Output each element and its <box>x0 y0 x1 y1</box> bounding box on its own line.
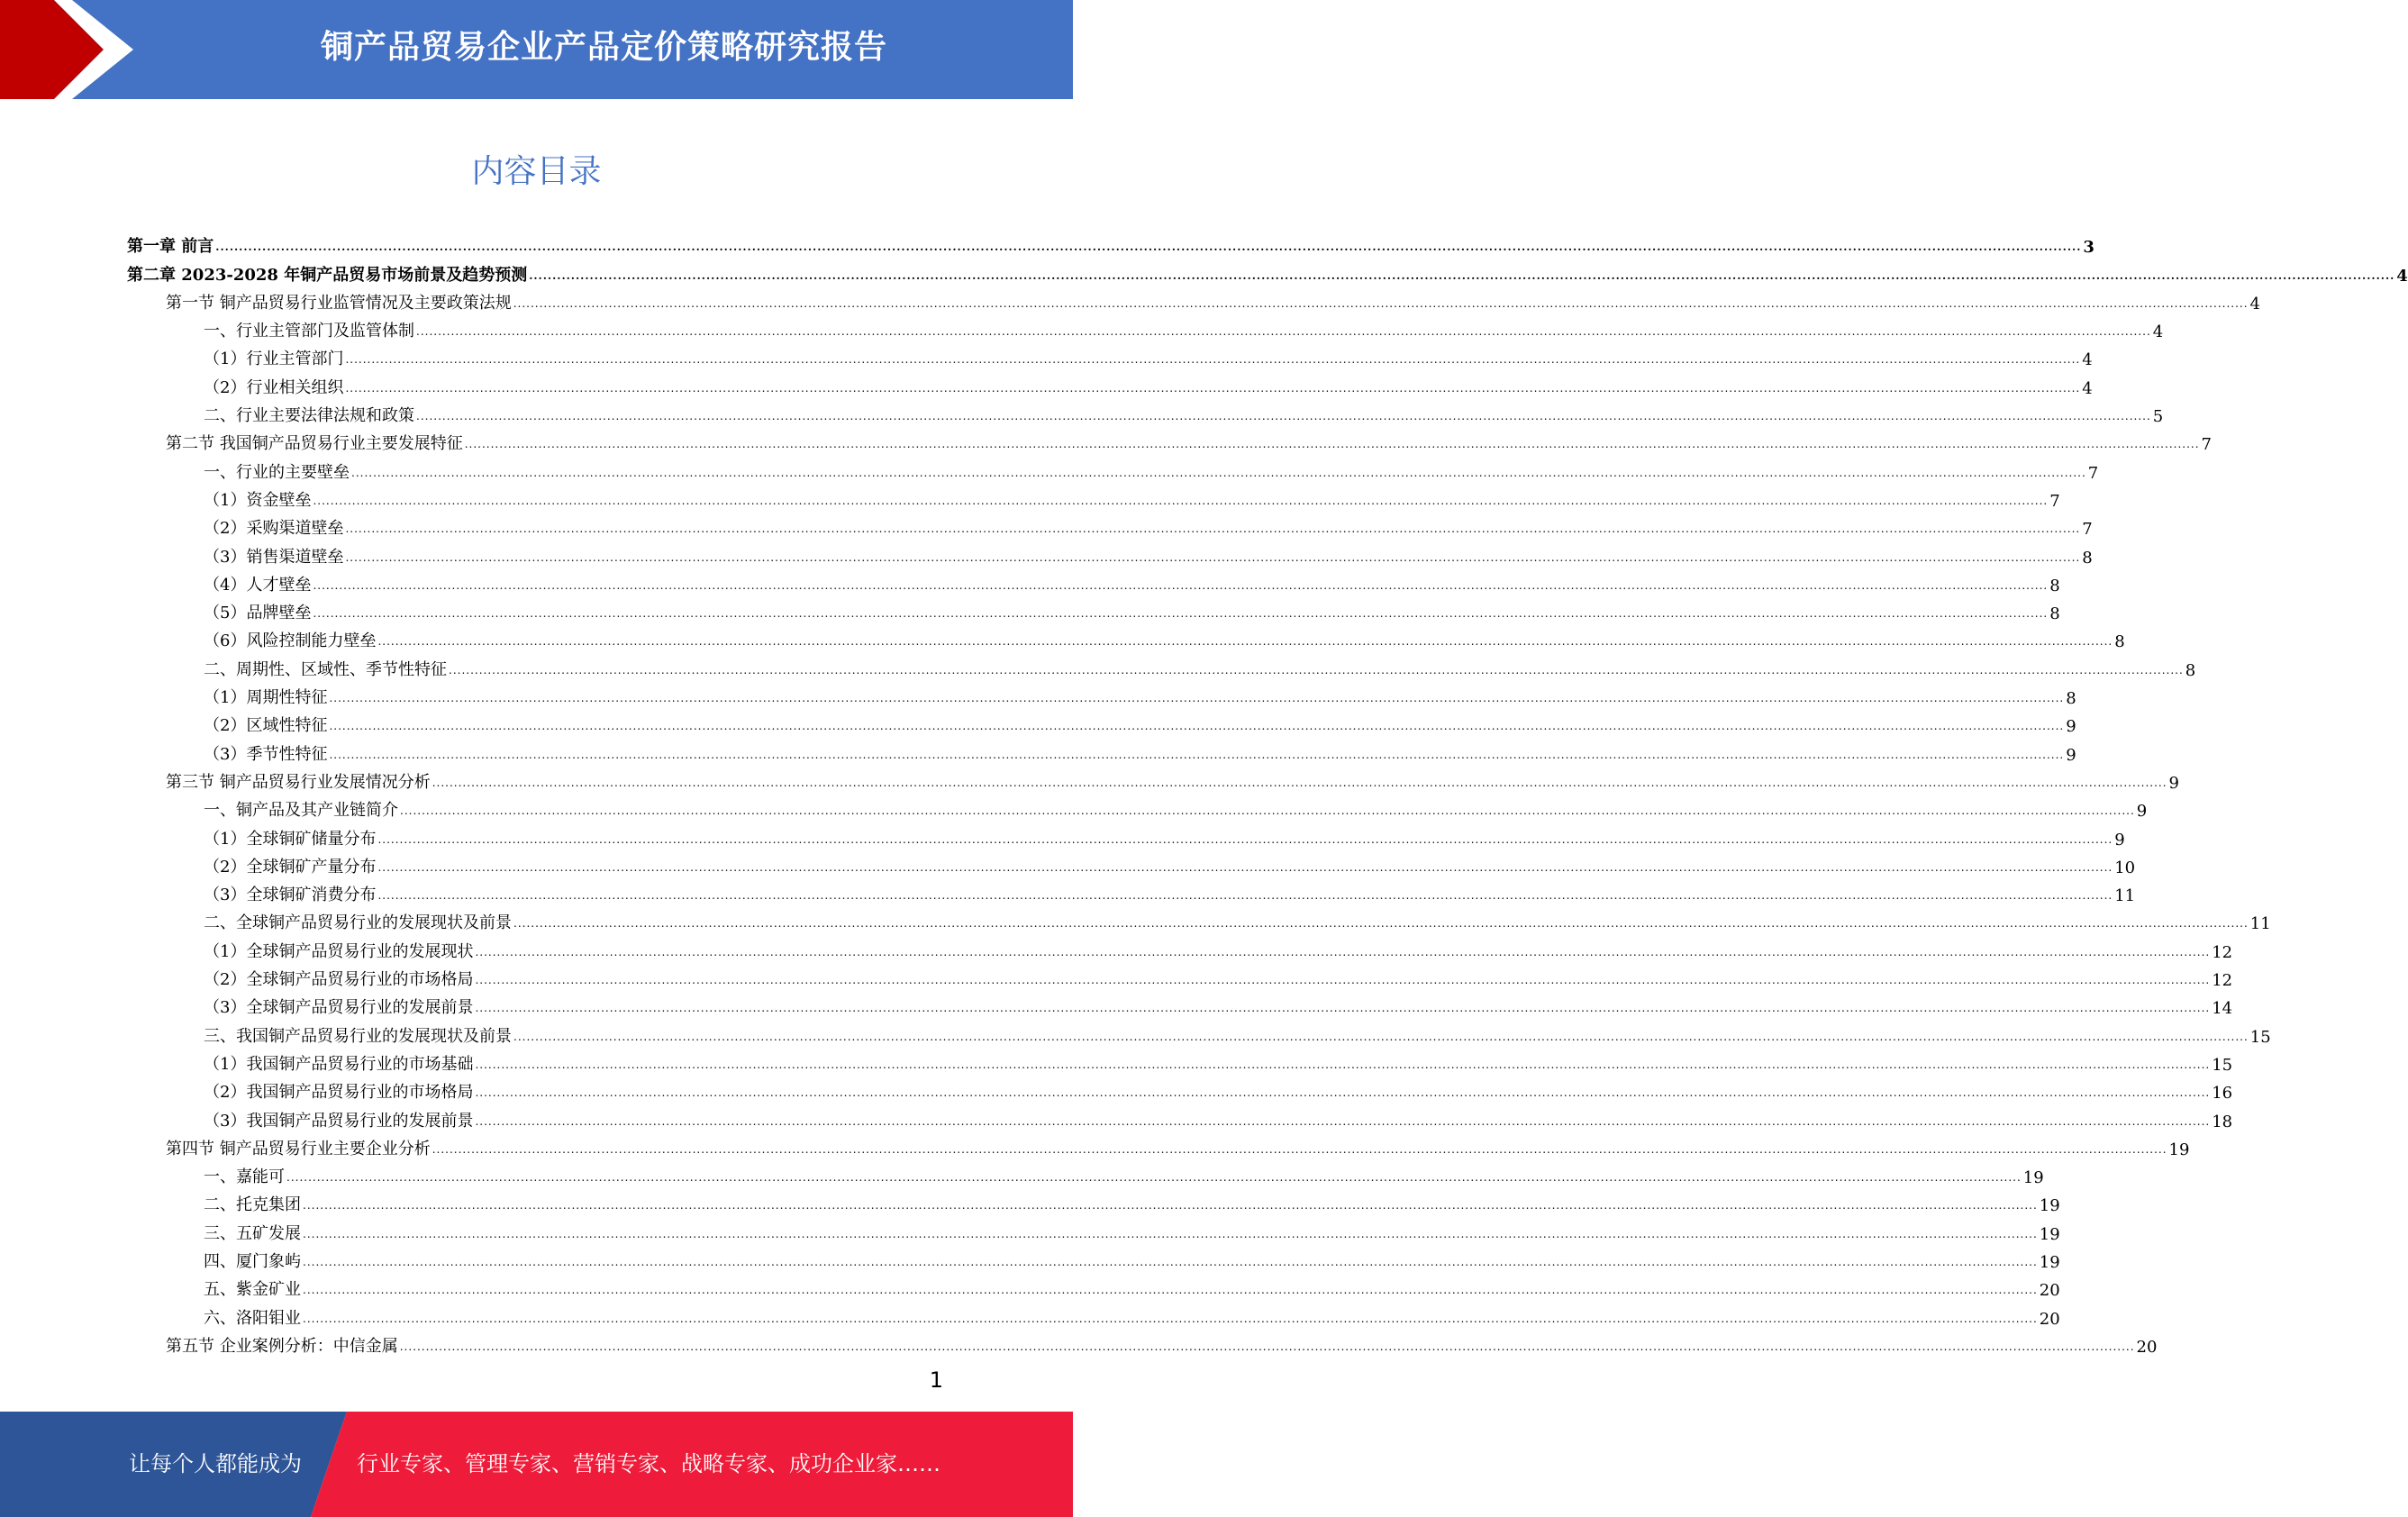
toc-entry[interactable] <box>127 736 2076 765</box>
toc-dot-leader: ................................................................................................................................................................................................................................................................................................................................................................................................................ <box>303 1284 2038 1297</box>
toc-entry-label: （1）行业主管部门 <box>204 350 344 369</box>
toc-entry[interactable] <box>127 1329 2158 1357</box>
toc-entry[interactable] <box>127 1244 2060 1272</box>
toc-entry[interactable] <box>127 398 2164 427</box>
toc-entry[interactable] <box>127 454 2099 483</box>
toc-entry-label: （4）人才壁垒 <box>204 575 312 595</box>
toc-dot-leader: ................................................................................................................................................................................................................................................................................................................................................................................................................ <box>313 494 2049 507</box>
toc-dot-leader: ................................................................................................................................................................................................................................................................................................................................................................................................................ <box>475 945 2211 958</box>
toc-entry-page: 19 <box>2039 1224 2060 1244</box>
toc-entry-page: 12 <box>2212 971 2233 991</box>
toc-entry[interactable] <box>127 1131 2190 1159</box>
toc-dot-leader: ................................................................................................................................................................................................................................................................................................................................................................................................................ <box>329 748 2065 761</box>
toc-entry[interactable] <box>127 1187 2060 1216</box>
toc-entry-label: 第二章 2023-2028 年铜产品贸易市场前景及趋势预测 <box>127 265 528 285</box>
toc-entry-label: （1）周期性特征 <box>204 688 328 708</box>
toc-entry-label: 第三节 铜产品贸易行业发展情况分析 <box>166 772 431 792</box>
toc-entry-label: 六、洛阳钼业 <box>204 1308 301 1328</box>
toc-entry-label: 五、紫金矿业 <box>204 1280 301 1300</box>
toc-entry-label: 二、周期性、区域性、季节性特征 <box>204 659 447 679</box>
toc-dot-leader: ................................................................................................................................................................................................................................................................................................................................................................................................................ <box>449 663 2184 677</box>
toc-entry-page: 20 <box>2039 1281 2060 1301</box>
toc-entry-page: 18 <box>2212 1112 2233 1131</box>
toc-heading: 内容目录 <box>471 153 602 190</box>
toc-dot-leader: ................................................................................................................................................................................................................................................................................................................................................................................................................ <box>432 776 2167 789</box>
footer-banner <box>0 1412 1073 1517</box>
toc-entry-page: 4 <box>2152 322 2164 342</box>
toc-entry[interactable] <box>127 765 2179 793</box>
footer-slogan: 让每个人都能成为 <box>129 1451 302 1476</box>
toc-entry[interactable] <box>127 1272 2060 1301</box>
toc-entry[interactable] <box>127 1215 2060 1244</box>
toc-dot-leader: ................................................................................................................................................................................................................................................................................................................................................................................................................ <box>303 1255 2038 1268</box>
toc-entry-label: （1）全球铜矿储量分布 <box>204 829 377 849</box>
toc-entry-label: 一、行业的主要壁垒 <box>204 462 350 482</box>
toc-dot-leader: ................................................................................................................................................................................................................................................................................................................................................................................................................ <box>345 550 2081 564</box>
toc-dot-leader: ................................................................................................................................................................................................................................................................................................................................................................................................................ <box>475 1058 2211 1071</box>
toc-entry-page: 7 <box>2087 463 2099 483</box>
toc-entry-page: 9 <box>2168 773 2179 793</box>
chevron-arrow-icon <box>0 0 144 99</box>
toc-entry-page: 8 <box>2082 548 2093 568</box>
toc-dot-leader: ................................................................................................................................................................................................................................................................................................................................................................................................................ <box>313 607 2049 621</box>
toc-entry-label: （3）我国铜产品贸易行业的发展前景 <box>204 1111 474 1131</box>
toc-entry[interactable] <box>127 595 2060 624</box>
toc-entry-label: （3）销售渠道壁垒 <box>204 547 344 567</box>
toc-entry[interactable] <box>127 962 2233 991</box>
toc-dot-leader: ................................................................................................................................................................................................................................................................................................................................................................................................................ <box>513 296 2249 310</box>
toc-entry-page: 16 <box>2212 1084 2233 1104</box>
toc-entry-label: 三、五矿发展 <box>204 1223 301 1243</box>
toc-entry-page: 4 <box>2249 294 2260 313</box>
toc-entry[interactable] <box>127 511 2093 540</box>
toc-entry-label: 四、厦门象屿 <box>204 1251 301 1271</box>
toc-entry[interactable] <box>127 793 2148 822</box>
toc-entry-label: 二、托克集团 <box>204 1195 301 1215</box>
toc-dot-leader: ................................................................................................................................................................................................................................................................................................................................................................................................................ <box>313 578 2049 592</box>
toc-entry-label: 二、全球铜产品贸易行业的发展现状及前景 <box>204 913 512 933</box>
toc-entry-page: 5 <box>2152 407 2164 427</box>
toc-entry-label: 第四节 铜产品贸易行业主要企业分析 <box>166 1139 431 1158</box>
toc-entry[interactable] <box>127 568 2060 595</box>
toc-entry-page: 15 <box>2249 1027 2271 1047</box>
toc-entry[interactable] <box>127 708 2076 737</box>
toc-entry[interactable] <box>127 821 2125 849</box>
toc-entry[interactable] <box>127 1075 2233 1104</box>
toc-entry[interactable] <box>127 539 2093 568</box>
toc-entry-page: 10 <box>2114 858 2136 877</box>
toc-entry[interactable] <box>127 1300 2060 1329</box>
toc-entry-page: 19 <box>2039 1196 2060 1216</box>
toc-dot-leader: ................................................................................................................................................................................................................................................................................................................................................................................................................ <box>377 832 2113 846</box>
toc-entry[interactable] <box>127 680 2076 709</box>
page-number: 1 <box>929 1367 943 1393</box>
toc-dot-leader: ................................................................................................................................................................................................................................................................................................................................................................................................................ <box>475 1114 2211 1128</box>
toc-entry-page: 7 <box>2201 435 2212 455</box>
report-title: 铜产品贸易企业产品定价策略研究报告 <box>320 29 887 66</box>
toc-entry[interactable] <box>127 1103 2233 1131</box>
toc-entry[interactable] <box>127 1047 2233 1075</box>
toc-entry-page: 12 <box>2212 942 2233 962</box>
toc-dot-leader: ................................................................................................................................................................................................................................................................................................................................................................................................................ <box>351 466 2086 479</box>
toc-entry-page: 4 <box>2082 350 2093 370</box>
toc-dot-leader: ................................................................................................................................................................................................................................................................................................................................................................................................................ <box>345 353 2081 367</box>
toc-entry[interactable] <box>127 905 2271 934</box>
toc-dot-leader: ................................................................................................................................................................................................................................................................................................................................................................................................................ <box>513 1030 2249 1043</box>
toc-entry-label: （3）季节性特征 <box>204 744 328 764</box>
toc-dot-leader: ................................................................................................................................................................................................................................................................................................................................................................................................................ <box>377 635 2113 649</box>
toc-entry[interactable] <box>127 1018 2271 1047</box>
toc-dot-leader: ................................................................................................................................................................................................................................................................................................................................................................................................................ <box>345 381 2081 395</box>
toc-entry[interactable] <box>127 877 2136 906</box>
toc-dot-leader: ................................................................................................................................................................................................................................................................................................................................................................................................................ <box>416 410 2151 423</box>
toc-entry-label: 第二节 我国铜产品贸易行业主要发展特征 <box>166 434 463 454</box>
toc-dot-leader: ................................................................................................................................................................................................................................................................................................................................................................................................................ <box>475 1002 2211 1015</box>
toc-entry-page: 11 <box>2249 914 2271 934</box>
toc-entry[interactable] <box>127 623 2125 652</box>
toc-dot-leader: ................................................................................................................................................................................................................................................................................................................................................................................................................ <box>215 241 2082 254</box>
toc-entry-page: 8 <box>2066 689 2076 709</box>
toc-dot-leader: ................................................................................................................................................................................................................................................................................................................................................................................................................ <box>377 860 2113 874</box>
toc-entry-page: 8 <box>2114 632 2125 652</box>
toc-dot-leader: ................................................................................................................................................................................................................................................................................................................................................................................................................ <box>400 804 2135 818</box>
toc-entry[interactable] <box>127 341 2093 370</box>
toc-entry-label: （2）我国铜产品贸易行业的市场格局 <box>204 1083 474 1103</box>
toc-entry-label: （1）全球铜产品贸易行业的发展现状 <box>204 941 474 961</box>
toc-entry-page: 11 <box>2114 886 2136 906</box>
toc-entry-label: （1）资金壁垒 <box>204 490 312 510</box>
toc-dot-leader: ................................................................................................................................................................................................................................................................................................................................................................................................................ <box>513 917 2249 931</box>
toc-entry-page: 19 <box>2168 1140 2190 1159</box>
toc-entry-label: 第五节 企业案例分析：中信金属 <box>166 1336 398 1356</box>
toc-entry[interactable] <box>127 286 2260 313</box>
toc-entry-label: 三、我国铜产品贸易行业的发展现状及前景 <box>204 1026 512 1046</box>
toc-entry-label: 一、行业主管部门及监管体制 <box>204 322 414 341</box>
toc-entry[interactable] <box>127 257 2408 286</box>
toc-dot-leader: ................................................................................................................................................................................................................................................................................................................................................................................................................ <box>464 438 2200 451</box>
toc-dot-leader: ................................................................................................................................................................................................................................................................................................................................................................................................................ <box>329 720 2065 733</box>
toc-entry-label: （5）品牌壁垒 <box>204 604 312 623</box>
toc-dot-leader: ................................................................................................................................................................................................................................................................................................................................................................................................................ <box>303 1227 2038 1240</box>
toc-entry-page: 20 <box>2136 1337 2158 1357</box>
toc-entry-page: 15 <box>2212 1055 2233 1075</box>
toc-entry[interactable] <box>127 483 2060 511</box>
toc-dot-leader: ................................................................................................................................................................................................................................................................................................................................................................................................................ <box>529 268 2395 282</box>
toc-entry[interactable] <box>127 651 2196 680</box>
toc-entry-page: 8 <box>2185 660 2196 680</box>
toc-dot-leader: ................................................................................................................................................................................................................................................................................................................................................................................................................ <box>399 1340 2135 1353</box>
toc-entry-label: （2）全球铜矿产量分布 <box>204 857 377 877</box>
toc-entry-page: 9 <box>2066 745 2076 765</box>
toc-entry-label: 二、行业主要法律法规和政策 <box>204 406 414 426</box>
toc-entry[interactable] <box>127 849 2136 877</box>
toc-dot-leader: ................................................................................................................................................................................................................................................................................................................................................................................................................ <box>303 1199 2038 1213</box>
toc-entry-page: 9 <box>2136 802 2148 822</box>
toc-dot-leader: ................................................................................................................................................................................................................................................................................................................................................................................................................ <box>377 889 2113 903</box>
toc-entry[interactable] <box>127 1159 2044 1188</box>
toc-entry-page: 19 <box>2022 1168 2044 1188</box>
toc-entry-label: 第一章 前言 <box>127 237 214 257</box>
toc-dot-leader: ................................................................................................................................................................................................................................................................................................................................................................................................................ <box>475 1086 2211 1100</box>
report-header <box>0 0 1073 99</box>
toc-entry-label: （2）区域性特征 <box>204 716 328 736</box>
toc-dot-leader: ................................................................................................................................................................................................................................................................................................................................................................................................................ <box>286 1171 2022 1185</box>
toc-entry-label: 一、嘉能可 <box>204 1167 285 1187</box>
table-of-contents <box>127 229 2408 1357</box>
toc-entry-page: 4 <box>2082 378 2093 398</box>
toc-dot-leader: ................................................................................................................................................................................................................................................................................................................................................................................................................ <box>475 974 2211 987</box>
toc-entry-label: （6）风险控制能力壁垒 <box>204 631 377 651</box>
toc-entry-label: 一、铜产品及其产业链简介 <box>204 801 398 821</box>
toc-entry-label: 第一节 铜产品贸易行业监管情况及主要政策法规 <box>166 293 512 313</box>
toc-entry[interactable] <box>127 369 2093 398</box>
toc-dot-leader: ................................................................................................................................................................................................................................................................................................................................................................................................................ <box>329 692 2065 705</box>
toc-entry-page: 19 <box>2039 1252 2060 1272</box>
toc-dot-leader: ................................................................................................................................................................................................................................................................................................................................................................................................................ <box>416 325 2151 339</box>
toc-dot-leader: ................................................................................................................................................................................................................................................................................................................................................................................................................ <box>303 1312 2038 1325</box>
toc-entry-label: （1）我国铜产品贸易行业的市场基础 <box>204 1054 474 1074</box>
toc-dot-leader: ................................................................................................................................................................................................................................................................................................................................................................................................................ <box>345 522 2081 536</box>
toc-entry[interactable] <box>127 313 2164 342</box>
toc-entry[interactable] <box>127 933 2233 962</box>
toc-entry-page: 3 <box>2083 238 2095 258</box>
footer-tagline: 行业专家、管理专家、营销专家、战略专家、成功企业家…… <box>357 1451 940 1476</box>
toc-entry[interactable] <box>127 990 2233 1019</box>
toc-entry-page: 14 <box>2212 999 2233 1019</box>
toc-entry-page: 7 <box>2049 491 2060 511</box>
toc-entry[interactable] <box>127 229 2095 258</box>
toc-entry-label: （3）全球铜矿消费分布 <box>204 886 377 905</box>
toc-dot-leader: ................................................................................................................................................................................................................................................................................................................................................................................................................ <box>432 1142 2167 1156</box>
toc-entry-label: （2）全球铜产品贸易行业的市场格局 <box>204 970 474 990</box>
toc-entry-page: 8 <box>2049 576 2060 595</box>
toc-entry-page: 8 <box>2049 604 2060 624</box>
toc-entry-label: （3）全球铜产品贸易行业的发展前景 <box>204 998 474 1018</box>
toc-entry-label: （2）行业相关组织 <box>204 377 344 397</box>
toc-entry-page: 9 <box>2114 830 2125 849</box>
toc-entry[interactable] <box>127 426 2212 455</box>
toc-entry-page: 7 <box>2082 520 2093 540</box>
toc-entry-page: 20 <box>2039 1309 2060 1329</box>
toc-entry-page: 4 <box>2396 266 2408 286</box>
toc-entry-page: 9 <box>2066 717 2076 737</box>
toc-entry-label: （2）采购渠道壁垒 <box>204 519 344 539</box>
